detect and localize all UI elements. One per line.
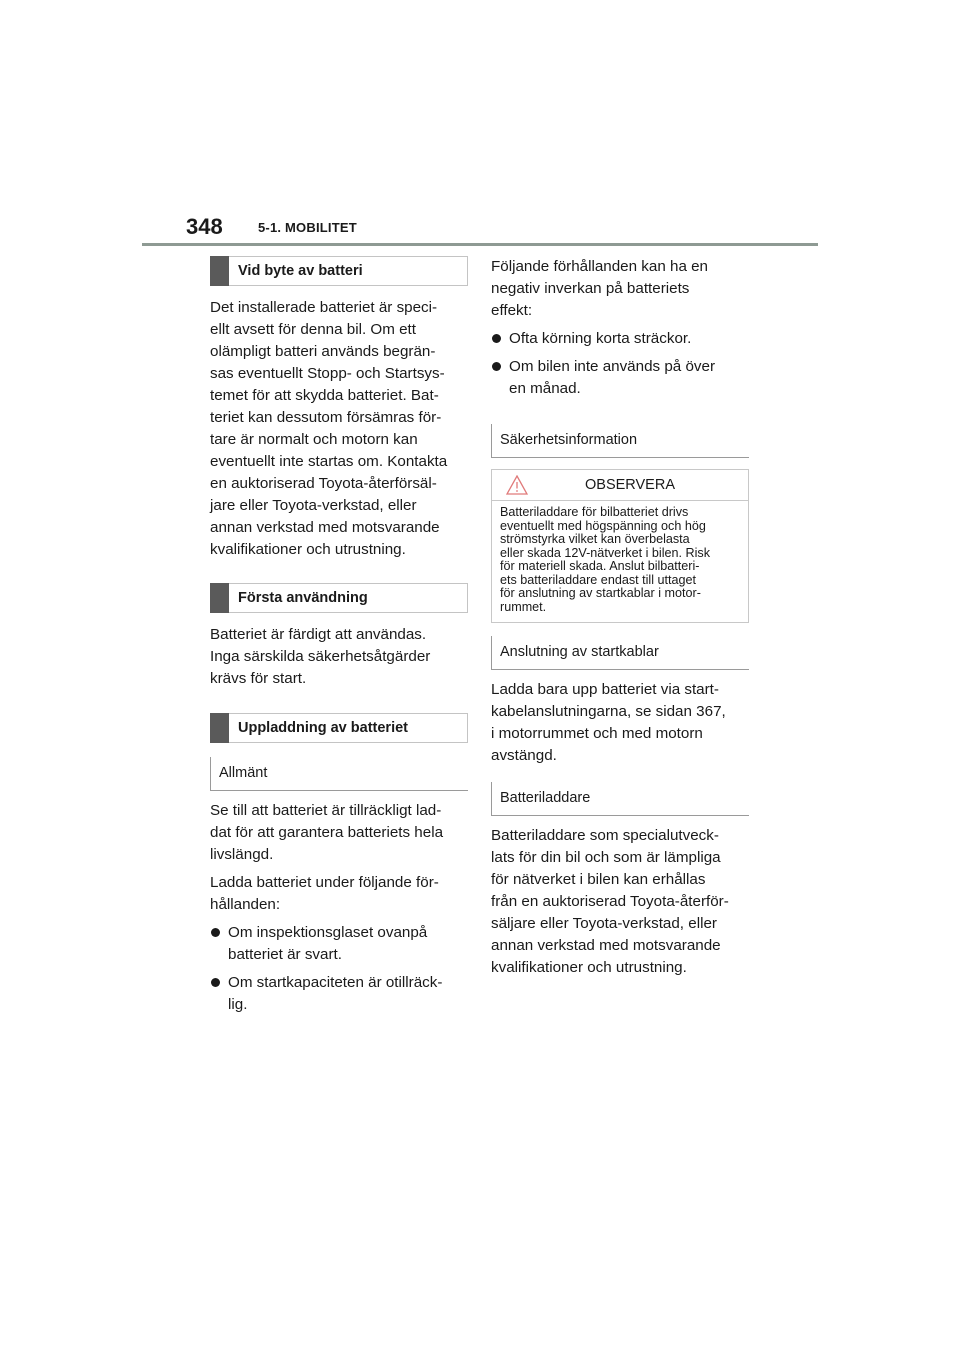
list-item	[491, 328, 749, 350]
text-line: ets batteriladdare endast till uttaget	[500, 572, 697, 587]
text-line: Ladda bara upp batteriet via start-	[491, 681, 719, 698]
list-item	[210, 972, 468, 1016]
heading-label: Vid byte av batteri	[238, 263, 363, 279]
text-line: strömstyrka vilket kan överbelasta	[500, 532, 690, 546]
text-line: Om inspektionsglaset ovanpå	[228, 924, 428, 941]
text-line: Ladda batteriet under följande för-	[210, 874, 439, 891]
heading-label: Uppladdning av batteriet	[238, 720, 408, 736]
paragraph-charge-conditions	[210, 872, 468, 916]
warning-title: OBSERVERA	[585, 477, 675, 493]
text-line: kvalifikationer och utrustning.	[491, 959, 687, 976]
paragraph-first-use	[210, 624, 468, 690]
section-title: 5-1. MOBILITET	[258, 220, 357, 235]
text-line: lig.	[228, 996, 248, 1013]
text-line: jare eller Toyota-verkstad, eller	[210, 497, 417, 514]
paragraph-charge-level	[210, 800, 468, 866]
header-rule	[142, 243, 818, 246]
page-number: 348	[186, 214, 223, 239]
text-line: kabelanslutningarna, se sidan 367,	[491, 703, 726, 720]
charge-conditions-list	[210, 922, 468, 1016]
text-line: krävs för start.	[210, 670, 307, 687]
heading-label: Första användning	[238, 590, 368, 606]
right-column	[491, 256, 749, 979]
text-line: Om startkapaciteten är otillräck-	[228, 974, 443, 991]
text-line: Se till att batteriet är tillräckligt lad-	[210, 802, 442, 819]
heading-battery-replacement	[210, 256, 468, 286]
paragraph-negative-conditions	[491, 256, 749, 322]
left-column	[210, 256, 468, 1016]
subheading-battery-charger: Batteriladdare	[491, 782, 749, 816]
text-line: ellt avsett för denna bil. Om ett	[210, 321, 416, 338]
text-line: för anslutning av startkablar i motor-	[500, 586, 701, 600]
heading-bar	[210, 583, 229, 613]
text-line: Följande förhållanden kan ha en	[491, 258, 709, 275]
text-line: negativ inverkan på batteriets	[491, 280, 690, 297]
heading-bar	[210, 256, 229, 286]
text-line: Det installerade batteriet är speci-	[210, 299, 438, 316]
warning-header	[492, 470, 748, 501]
text-line: dat för att garantera batteriets hela	[210, 824, 444, 841]
negative-conditions-list	[491, 328, 749, 400]
text-line: Om bilen inte används på över	[509, 358, 715, 375]
text-line: batteriet är svart.	[228, 946, 342, 963]
text-line: från en auktoriserad Toyota-återför-	[491, 893, 729, 910]
text-line: eller skada 12V-nätverket i bilen. Risk	[500, 545, 710, 560]
text-line: avstängd.	[491, 747, 557, 764]
paragraph-battery-charger	[491, 825, 749, 979]
subheading-safety-info: Säkerhetsinformation	[491, 424, 749, 458]
heading-first-use	[210, 583, 468, 613]
text-line: Batteriet är färdigt att användas.	[210, 626, 427, 643]
text-line: säljare eller Toyota-verkstad, eller	[491, 915, 717, 932]
text-line: Batteriladdare som specialutveck-	[491, 827, 719, 844]
text-line: olämpligt batteri används begrän-	[210, 343, 436, 360]
text-line: lats för din bil och som är lämpliga	[491, 849, 721, 866]
text-line: för materiell skada. Anslut bilbatteri-	[500, 559, 700, 573]
text-line: livslängd.	[210, 846, 274, 863]
text-line: i motorrummet och med motorn	[491, 725, 703, 742]
text-line: Batteriladdare för bilbatteriet drivs	[500, 505, 689, 519]
text-line: annan verkstad med motsvarande	[210, 519, 440, 536]
paragraph-jump-start	[491, 679, 749, 767]
list-item	[491, 356, 749, 400]
warning-triangle-icon	[506, 475, 528, 495]
text-line: effekt:	[491, 302, 533, 319]
text-line: temet för att skydda batteriet. Bat-	[210, 387, 439, 404]
subheading-jump-start: Anslutning av startkablar	[491, 636, 749, 670]
text-line: hållanden:	[210, 896, 281, 913]
text-line: annan verkstad med motsvarande	[491, 937, 721, 954]
list-item	[210, 922, 468, 966]
text-line: kvalifikationer och utrustning.	[210, 541, 406, 558]
heading-bar	[210, 713, 229, 743]
warning-text	[492, 501, 748, 614]
text-line: en auktoriserad Toyota-återförsäl-	[210, 475, 437, 492]
text-line: sas eventuellt Stopp- och Startsys-	[210, 365, 445, 382]
text-line: rummet.	[500, 599, 547, 614]
text-line: teriet kan dessutom försämras för-	[210, 409, 442, 426]
text-line: en månad.	[509, 380, 581, 397]
text-line: för nätverket i bilen kan erhållas	[491, 871, 706, 888]
text-line: eventuellt med högspänning och hög	[500, 518, 706, 533]
text-line: Ofta körning korta sträckor.	[509, 330, 692, 347]
text-line: tare är normalt och motorn kan	[210, 431, 418, 448]
subheading-general: Allmänt	[210, 757, 468, 791]
paragraph-battery-replacement	[210, 297, 468, 561]
warning-box	[491, 469, 749, 623]
heading-charging	[210, 713, 468, 743]
text-line: eventuellt inte startas om. Kontakta	[210, 453, 448, 470]
text-line: Inga särskilda säkerhetsåtgärder	[210, 648, 431, 665]
